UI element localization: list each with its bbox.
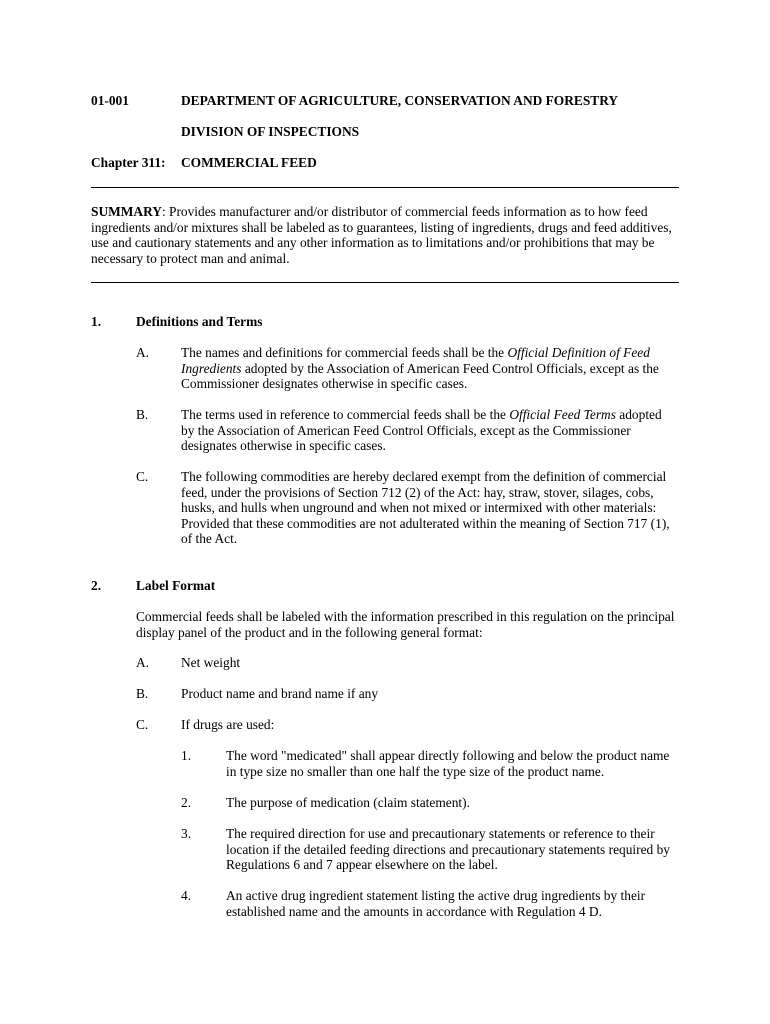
document-number: 01-001 <box>91 93 129 108</box>
subitem-text <box>226 795 470 811</box>
item-line-text: adopted <box>615 407 662 422</box>
item-line <box>181 361 659 377</box>
chapter-title: COMMERCIAL FEED <box>181 155 317 170</box>
item-line: Provided that these commodities are not adulterated within the meaning of Section 717 (1), <box>181 515 670 531</box>
item-label: B. <box>136 686 149 701</box>
subitem-line: in type size no smaller than one half the type size of the product name. <box>226 763 605 779</box>
item-text <box>181 345 659 392</box>
intro-line: display panel of the product and in the following general format: <box>136 624 483 640</box>
italic-term: Official Feed Terms <box>509 407 616 422</box>
subitem-line: The word "medicated" shall appear directly following and below the product name <box>226 748 670 763</box>
summary-text: : Provides manufacturer and/or distributor of commercial feeds information as to how feed <box>161 204 648 219</box>
item-text: Net weight <box>181 655 241 670</box>
summary-divider <box>91 282 679 283</box>
chapter-label: Chapter 311: <box>91 155 166 170</box>
summary-line: necessary to protect man and animal. <box>91 250 290 266</box>
item-line: designates otherwise in specific cases. <box>181 438 386 453</box>
section-number: 1. <box>91 314 102 329</box>
item-label: A. <box>136 345 150 360</box>
item-line-text: The names and definitions for commercial feeds shall be the <box>181 345 508 360</box>
item-label: A. <box>136 655 150 670</box>
summary-line: ingredients and/or mixtures shall be labeled as to guarantees, listing of ingredients, drugs and feed additives, <box>91 219 672 235</box>
item-line-text: The terms used in reference to commercial feeds shall be the <box>181 407 510 422</box>
department-title: DEPARTMENT OF AGRICULTURE, CONSERVATION AND FORESTRY <box>181 93 619 108</box>
subitem-line: The purpose of medication (claim statement). <box>226 795 470 810</box>
item-line: Commissioner designates otherwise in specific cases. <box>181 376 468 391</box>
summary-line: use and cautionary statements and any other information as to limitations and/or prohibitions that may be <box>91 235 655 250</box>
section-intro <box>136 609 674 640</box>
subitem-text <box>226 826 670 873</box>
subitem-line: Regulations 6 and 7 appear elsewhere on the label. <box>226 857 498 872</box>
item-text <box>181 469 670 547</box>
item-label: C. <box>136 469 149 484</box>
intro-line: Commercial feeds shall be labeled with the information prescribed in this regulation on the principal <box>136 609 675 624</box>
subitem-line: The required direction for use and precautionary statements or reference to their <box>226 826 655 841</box>
division-title: DIVISION OF INSPECTIONS <box>181 124 360 139</box>
item-text <box>181 407 662 454</box>
item-line <box>181 407 662 423</box>
section-title: Label Format <box>136 578 216 593</box>
italic-term: Ingredients <box>181 360 242 376</box>
subitem-label: 4. <box>181 888 192 903</box>
italic-term: Official Definition of Feed <box>507 345 650 360</box>
section-number: 2. <box>91 578 102 593</box>
summary-line <box>91 204 672 220</box>
section-title: Definitions and Terms <box>136 314 263 329</box>
subitem-text <box>226 748 669 779</box>
item-text: If drugs are used: <box>181 717 275 732</box>
item-line: by the Association of American Feed Control Officials, except as the Commissioner <box>181 422 631 438</box>
subitem-label: 2. <box>181 795 192 810</box>
item-line <box>181 345 659 361</box>
subitem-label: 1. <box>181 748 192 763</box>
subitem-line: An active drug ingredient statement listing the active drug ingredients by their <box>226 888 646 903</box>
subitem-line: location if the detailed feeding directions and precautionary statements required by <box>226 841 670 857</box>
item-line: feed, under the provisions of Section 712 (2) of the Act: hay, straw, stover, silages, cobs, <box>181 484 654 500</box>
header-divider <box>91 187 679 188</box>
summary-block <box>91 204 672 266</box>
item-line: of the Act. <box>181 531 238 546</box>
item-line: husks, and hulls when unground and when not mixed or intermixed with other materials: <box>181 500 657 515</box>
subitem-line: established name and the amounts in accordance with Regulation 4 D. <box>226 903 602 919</box>
item-line: The following commodities are hereby declared exempt from the definition of commercial <box>181 469 667 484</box>
item-text: Product name and brand name if any <box>181 686 379 701</box>
summary-label: SUMMARY <box>91 204 162 219</box>
subitem-label: 3. <box>181 826 192 841</box>
item-label: C. <box>136 717 149 732</box>
item-line-text: adopted by the Association of American Feed Control Officials, except as the <box>241 360 659 376</box>
subitem-text <box>226 888 645 919</box>
item-label: B. <box>136 407 149 422</box>
